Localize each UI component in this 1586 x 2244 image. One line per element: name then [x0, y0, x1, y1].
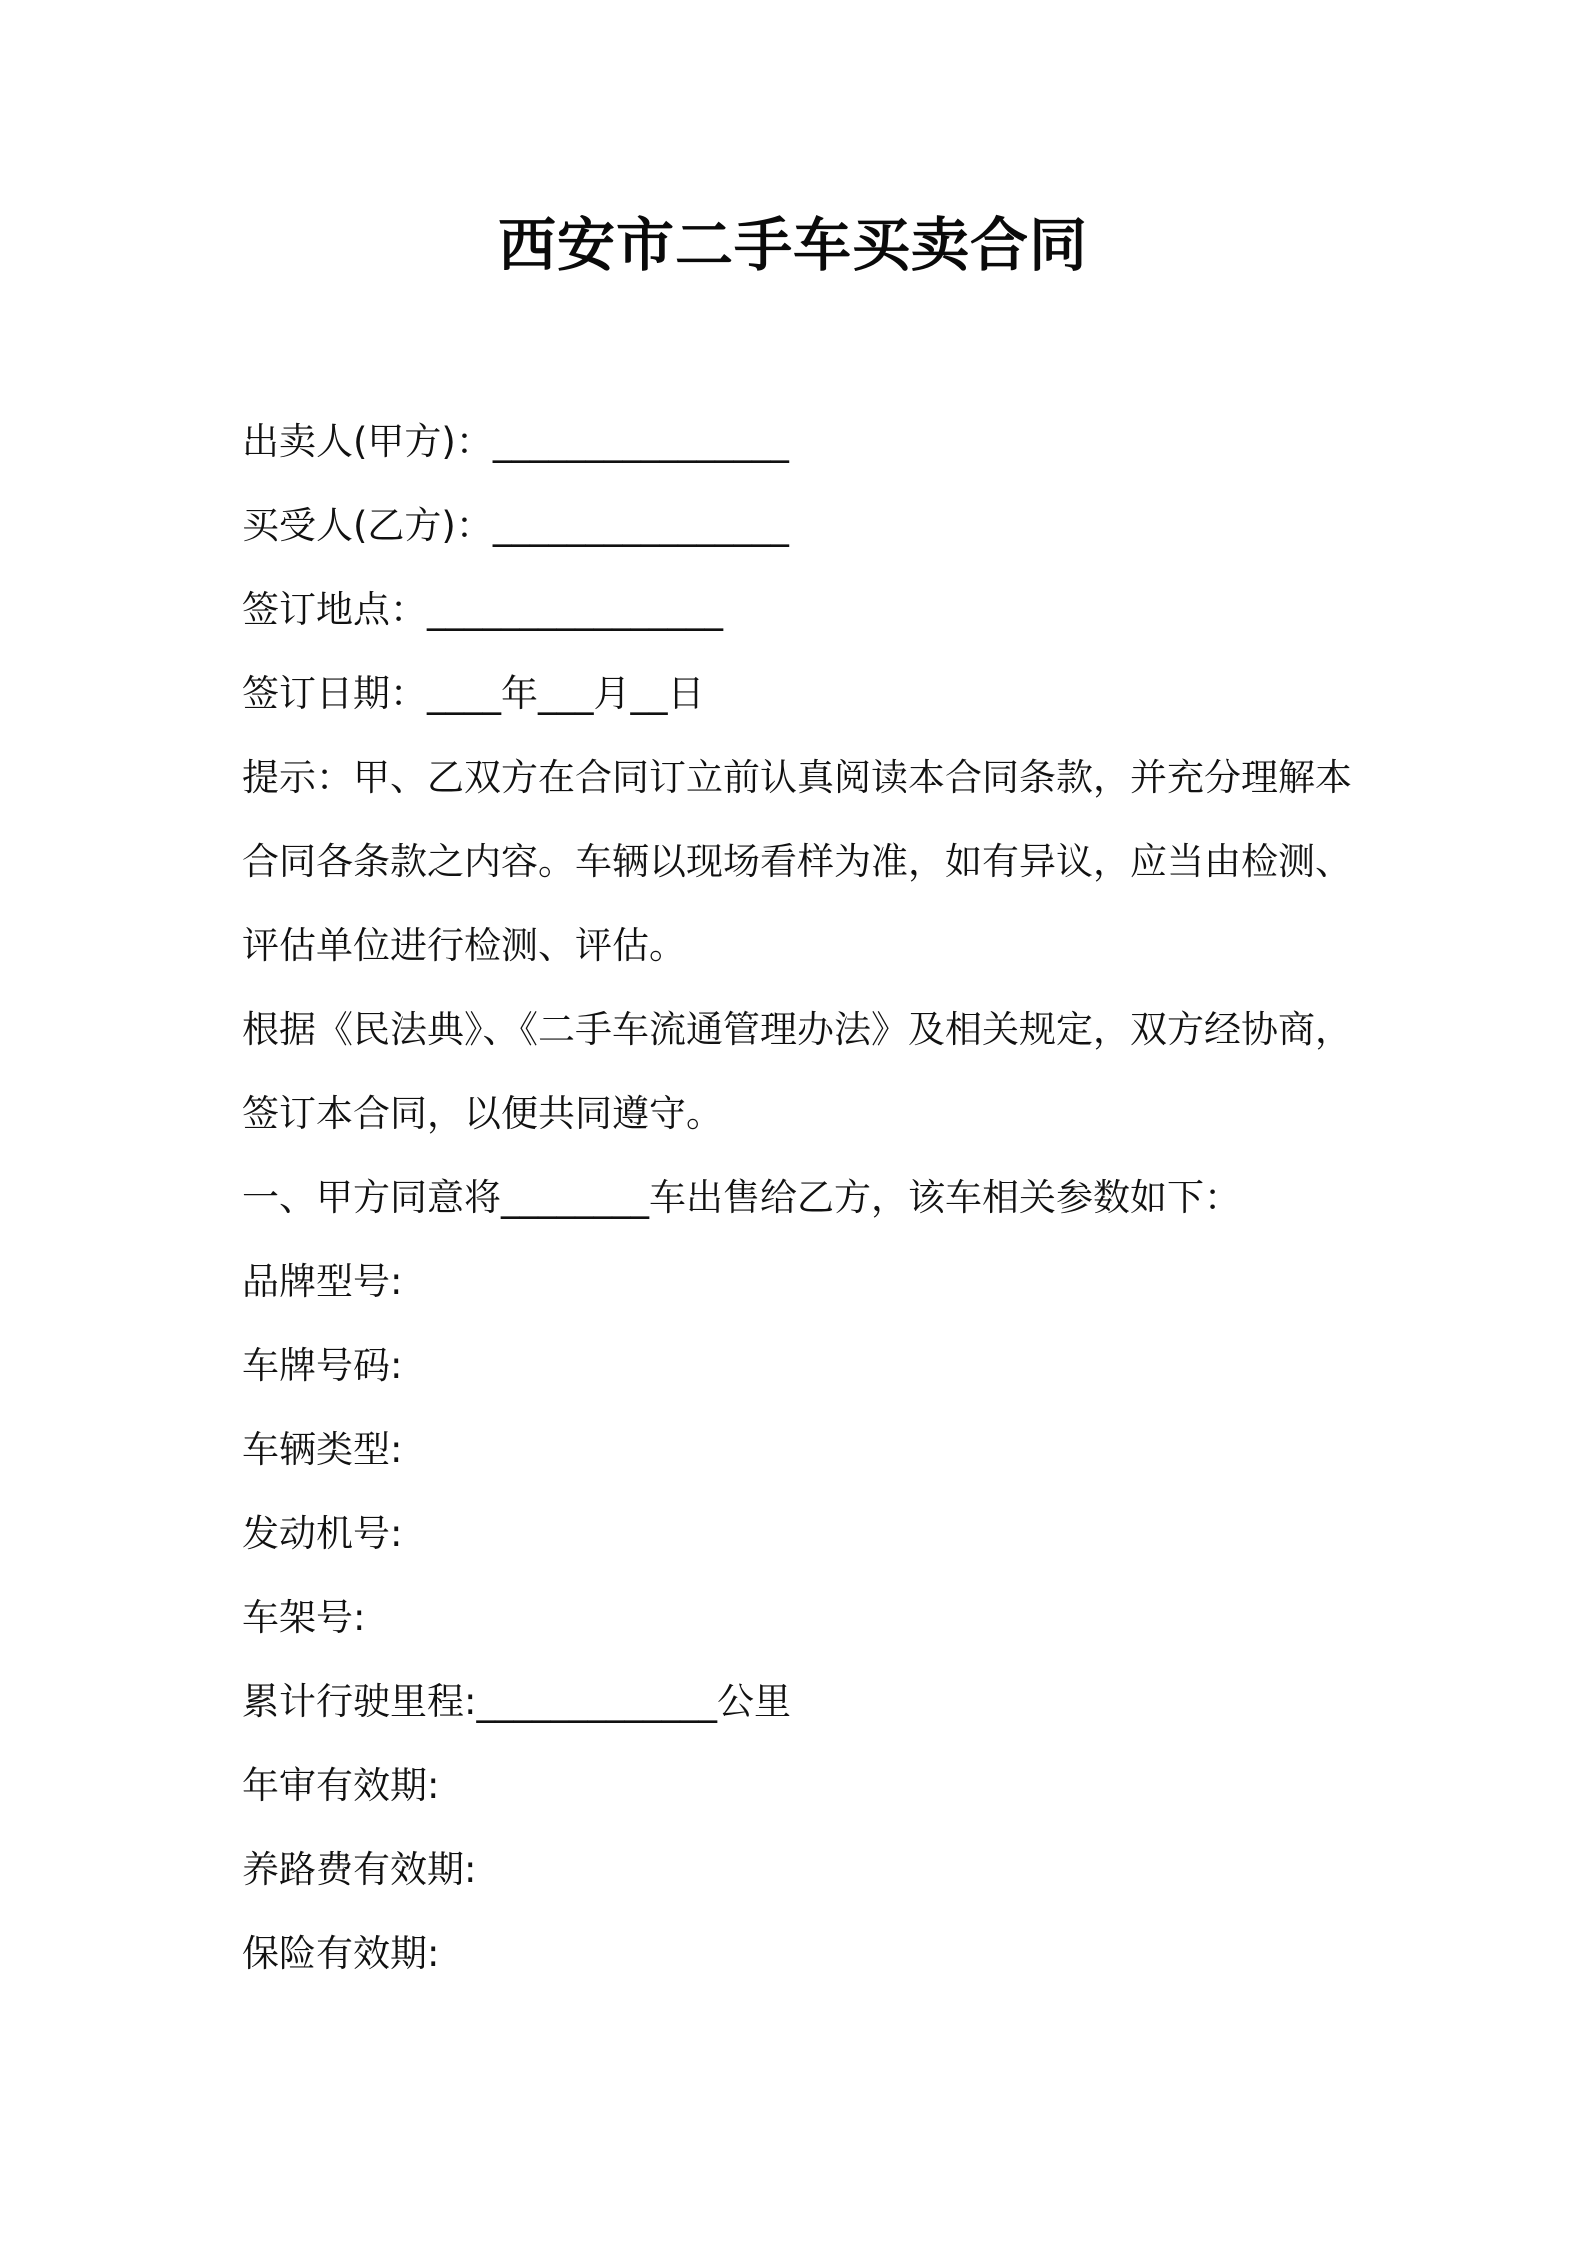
param-vehicle-type: 车辆类型:: [242, 1428, 403, 1471]
document-body: [242, 400, 1362, 1996]
notice-line: 评估单位进行检测、评估。: [242, 924, 686, 967]
basis-line: 签订本合同，以便共同遵守。: [242, 1092, 723, 1135]
signing-place-field: 签订地点：________________: [242, 588, 723, 631]
notice-paragraph: [242, 736, 1362, 988]
document-title: 西安市二手车买卖合同: [497, 211, 1088, 279]
signing-date-field: 签订日期：____年___月__日: [242, 672, 705, 715]
param-road-fee: 养路费有效期:: [242, 1848, 477, 1891]
param-engine-number: 发动机号:: [242, 1512, 403, 1555]
param-vin: 车架号:: [242, 1596, 366, 1639]
param-insurance: 保险有效期:: [242, 1932, 440, 1975]
param-brand-model: 品牌型号:: [242, 1260, 403, 1303]
notice-line: 合同各条款之内容。车辆以现场看样为准，如有异议，应当由检测、: [242, 840, 1352, 883]
basis-line: 根据《民法典》、《二手车流通管理办法》及相关规定，双方经协商，: [242, 1008, 1352, 1051]
buyer-field: 买受人(乙方)：________________: [242, 504, 789, 547]
clause-one: 一、甲方同意将________车出售给乙方，该车相关参数如下：: [242, 1176, 1241, 1219]
param-mileage: 累计行驶里程:_____________公里: [242, 1680, 791, 1723]
param-plate-number: 车牌号码:: [242, 1344, 403, 1387]
basis-paragraph: [242, 988, 1362, 1156]
seller-field: 出卖人(甲方)：________________: [242, 420, 789, 463]
notice-line: 提示：甲、乙双方在合同订立前认真阅读本合同条款，并充分理解本: [242, 756, 1352, 799]
param-annual-inspection: 年审有效期:: [242, 1764, 440, 1807]
